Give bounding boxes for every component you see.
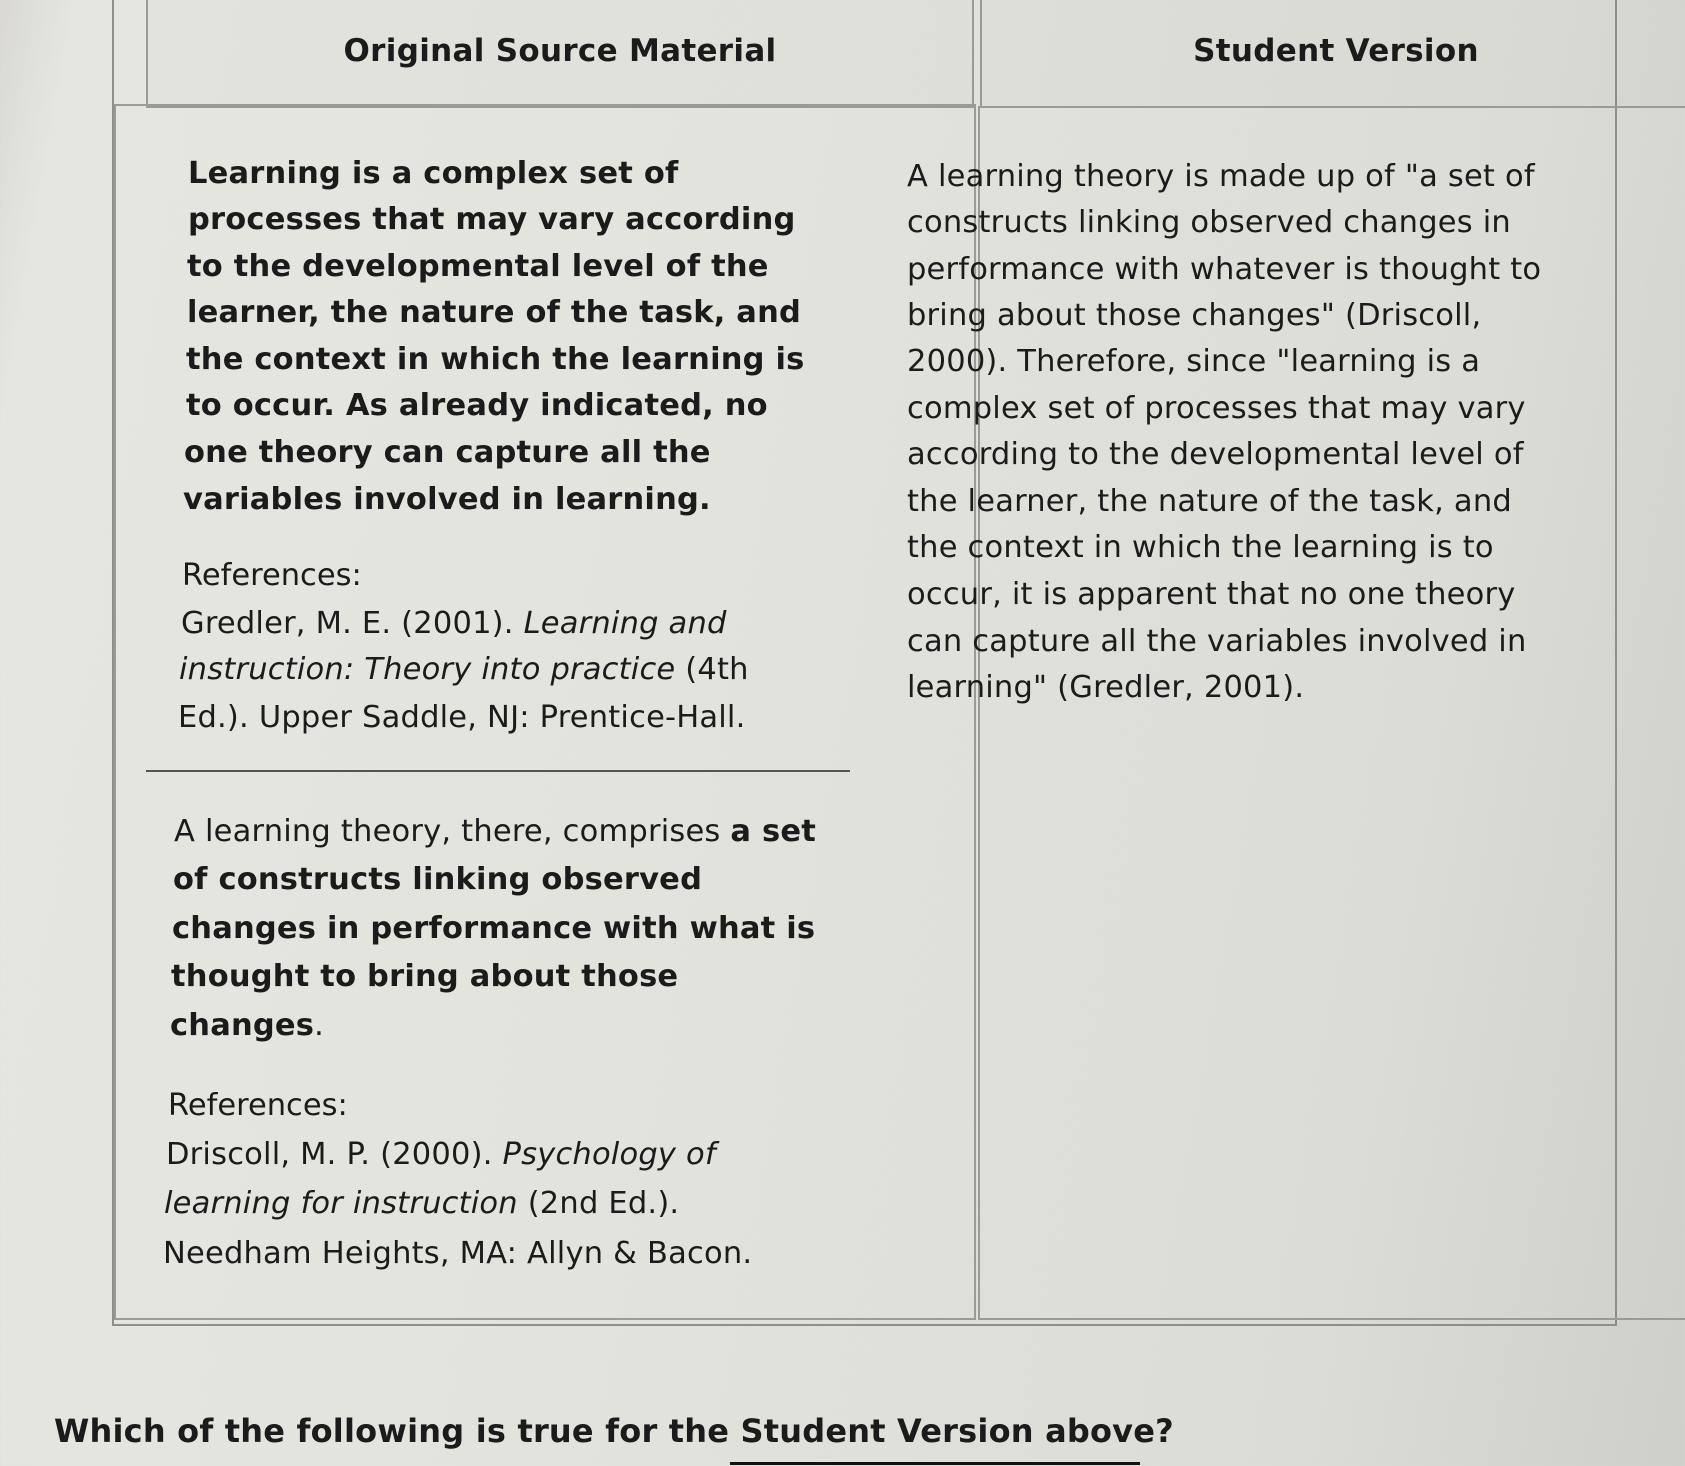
- source2-reference-line: Needham Heights, MA: Allyn & Bacon.: [163, 1236, 753, 1271]
- source2-ref-title: learning for instruction: [164, 1186, 518, 1221]
- source2-line1-bold: a set: [730, 814, 817, 849]
- student-line: occur, it is apparent that no one theory: [907, 577, 1516, 612]
- source1-ref-title: Learning and: [523, 606, 727, 641]
- question-prompt: Which of the following is true for the Student Version above?: [54, 1412, 1174, 1450]
- source1-line: variables involved in learning.: [183, 482, 711, 517]
- source1-reference-line: Ed.). Upper Saddle, NJ: Prentice-Hall.: [178, 700, 746, 735]
- source2-reference-line: [166, 1132, 716, 1178]
- source-divider: [146, 770, 850, 772]
- student-line: can capture all the variables involved in: [907, 624, 1527, 659]
- header-original-source: [146, 0, 974, 108]
- source1-reference-line: [179, 647, 749, 693]
- source2-line: [170, 1003, 324, 1049]
- header-student-version: [980, 0, 1685, 108]
- question-underline: [730, 1462, 1140, 1465]
- student-line: complex set of processes that may vary: [907, 391, 1526, 426]
- student-line: the learner, the nature of the task, and: [907, 484, 1512, 519]
- student-line: constructs linking observed changes in: [907, 205, 1511, 240]
- source2-line: of constructs linking observed: [173, 862, 703, 897]
- source1-ref-author: Gredler, M. E. (2001).: [181, 606, 524, 641]
- header-original-label: Original Source Material: [343, 33, 777, 69]
- source1-line: processes that may vary according: [188, 202, 796, 237]
- source2-ref-edition: (2nd Ed.).: [517, 1186, 680, 1221]
- student-line: according to the developmental level of: [907, 437, 1524, 472]
- source2-ref-author: Driscoll, M. P. (2000).: [166, 1137, 503, 1172]
- source1-ref-edition: (4th: [675, 652, 749, 687]
- source2-line: thought to bring about those: [171, 959, 679, 994]
- source2-ref-title: Psychology of: [502, 1137, 716, 1172]
- source2-line1-text: A learning theory, there, comprises: [174, 814, 731, 849]
- source2-line5-text: .: [314, 1008, 325, 1043]
- source2-references-label: References:: [168, 1088, 348, 1123]
- source1-reference-line: [181, 601, 727, 647]
- student-line: bring about those changes" (Driscoll,: [907, 298, 1482, 333]
- student-line: A learning theory is made up of "a set of: [907, 159, 1535, 194]
- source2-line5-bold: changes: [170, 1008, 315, 1043]
- source1-line: Learning is a complex set of: [188, 156, 679, 191]
- student-line: 2000). Therefore, since "learning is a: [907, 344, 1481, 379]
- student-line: the context in which the learning is to: [907, 530, 1494, 565]
- source1-line: the context in which the learning is: [186, 342, 805, 377]
- student-line: performance with whatever is thought to: [907, 252, 1542, 287]
- source2-line: [174, 809, 816, 855]
- source2-line: changes in performance with what is: [172, 911, 816, 946]
- student-line: learning" (Gredler, 2001).: [907, 670, 1305, 705]
- source1-ref-title: instruction: Theory into practice: [179, 652, 676, 687]
- source1-line: to the developmental level of the: [187, 249, 769, 284]
- source1-line: learner, the nature of the task, and: [187, 295, 802, 330]
- source1-line: to occur. As already indicated, no: [186, 388, 768, 423]
- source2-reference-line: [164, 1181, 679, 1227]
- header-student-label: Student Version: [1193, 33, 1479, 69]
- source1-references-label: References:: [182, 558, 362, 593]
- source1-line: one theory can capture all the: [184, 435, 711, 470]
